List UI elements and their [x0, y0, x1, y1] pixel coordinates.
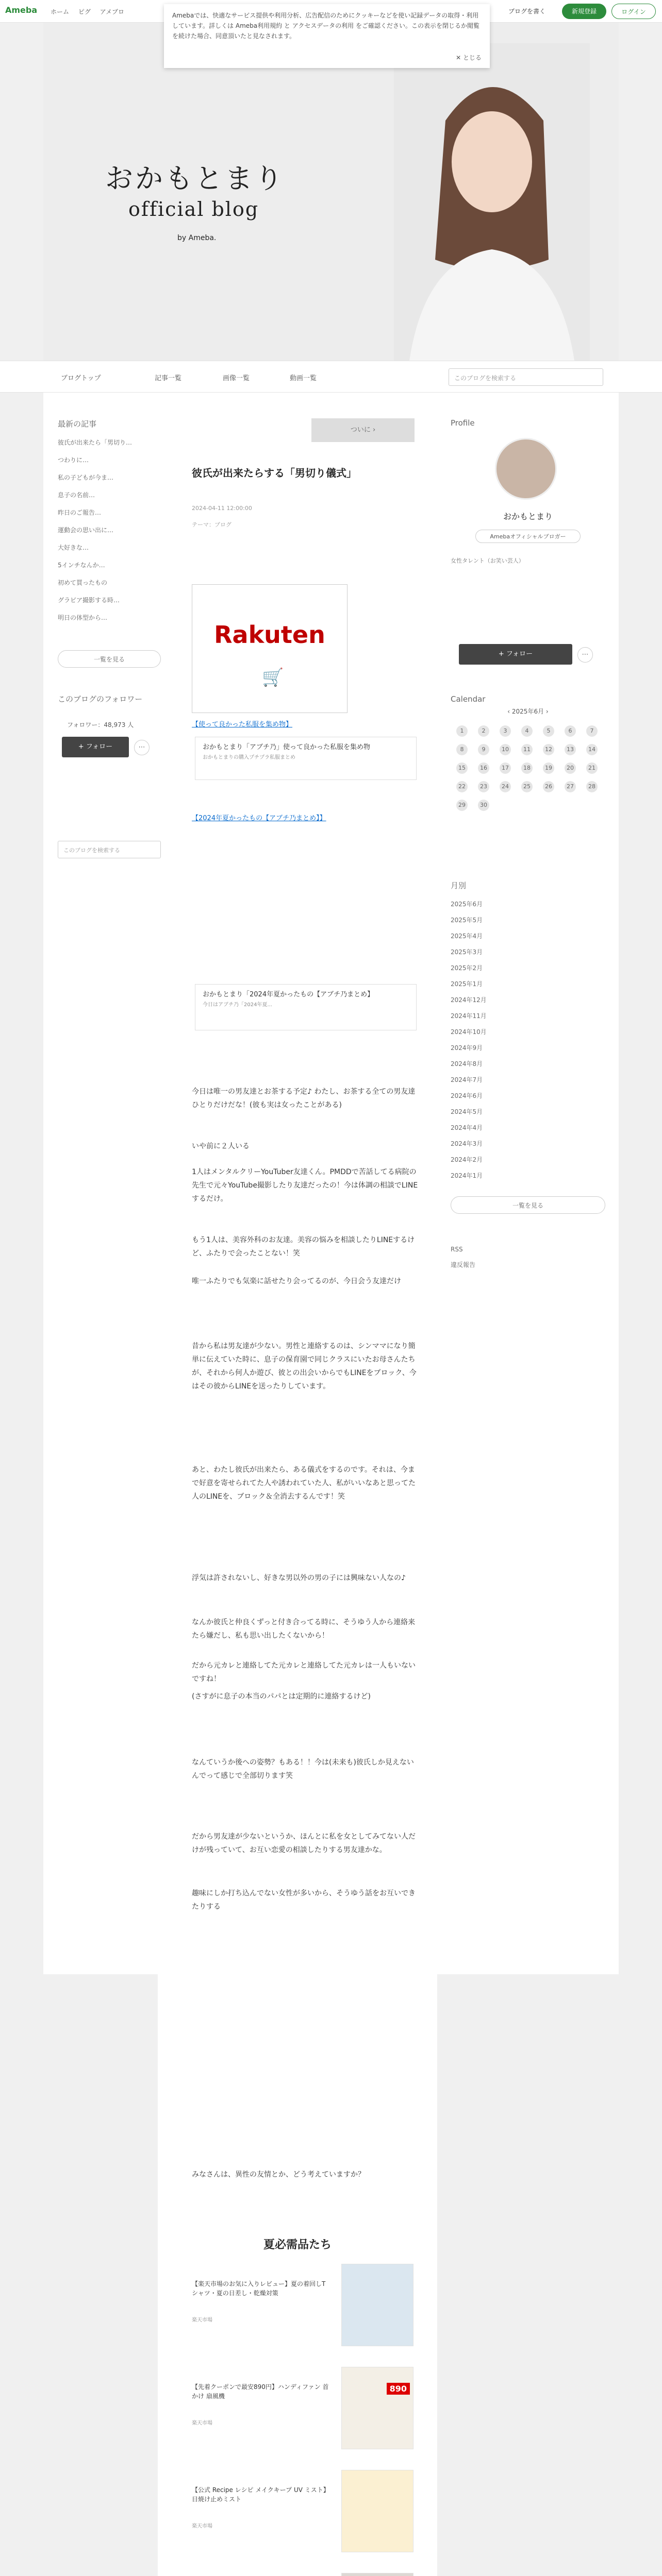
- nav-home[interactable]: ホーム: [51, 8, 70, 15]
- calendar-day[interactable]: 17: [500, 762, 511, 774]
- archive-item[interactable]: 2025年3月: [451, 948, 483, 956]
- calendar-day[interactable]: 8: [456, 744, 468, 755]
- archive-item[interactable]: 2025年6月: [451, 901, 483, 908]
- calendar-day[interactable]: 4: [521, 725, 533, 737]
- calendar-day[interactable]: 2: [478, 725, 489, 737]
- archive-item[interactable]: 2025年5月: [451, 917, 483, 924]
- rakuten-logo: Rakuten: [214, 621, 325, 649]
- para-6: 昔から私は男友達が少ない。男性と連絡するのは、シンママになり簡単に伝えていた時に、息子の保育園で同じクラスにいたお母さんたちが、それから何人か遊び、彼との出会いからでもLINEをブロック、今はその彼からLINEを送ったりしています。: [192, 1342, 417, 1391]
- recent-list: [58, 434, 161, 626]
- write-blog-button[interactable]: ブログを書く: [508, 8, 545, 15]
- recent-item[interactable]: 明日の体型から…: [58, 614, 108, 621]
- embed-card-2[interactable]: [195, 984, 417, 1030]
- product-item[interactable]: [192, 2367, 413, 2449]
- para-14: 趣味にしか打ち込んでない女性が多いから、そうゆう話をお互いできたりする: [192, 1889, 416, 1911]
- product-image[interactable]: [341, 2367, 413, 2449]
- para-2: いや前に２人いる: [192, 1142, 250, 1150]
- avatar[interactable]: [495, 438, 557, 500]
- link-used-clothes[interactable]: [192, 718, 292, 732]
- card1-title: おかもとまり「アブチ乃」使って良かった私服を集め物: [203, 743, 371, 751]
- blog-title[interactable]: おかもとまり: [105, 162, 285, 195]
- calendar-day[interactable]: 26: [543, 781, 554, 792]
- top-nav: [51, 7, 131, 16]
- consent-close-label: とじる: [462, 54, 482, 61]
- follow-button-right[interactable]: + フォロー: [459, 644, 572, 665]
- archive-heading: 月別: [451, 881, 467, 890]
- nav-pigg[interactable]: ピグ: [78, 8, 91, 15]
- archive-more-button[interactable]: 一覧を見る: [451, 1196, 605, 1214]
- embed-card-1[interactable]: [195, 737, 417, 780]
- archive-item[interactable]: 2024年4月: [451, 1124, 483, 1131]
- calendar-day[interactable]: 16: [478, 762, 489, 774]
- archive-item[interactable]: 2024年8月: [451, 1060, 483, 1067]
- calendar-day[interactable]: 30: [478, 800, 489, 811]
- para-10: だから元カレと連絡してた元カレと連絡してた元カレは一人もいないですね！: [192, 1662, 416, 1683]
- link-2024-summer[interactable]: [192, 812, 326, 825]
- profile-heading: Profile: [451, 418, 475, 428]
- calendar-day[interactable]: 3: [500, 725, 511, 737]
- calendar-day[interactable]: 25: [521, 781, 533, 792]
- recent-item[interactable]: グラビア撮影する時…: [58, 597, 120, 604]
- calendar-day[interactable]: 12: [543, 744, 554, 755]
- archive-item[interactable]: 2024年5月: [451, 1108, 483, 1115]
- calendar-day[interactable]: 28: [586, 781, 598, 792]
- recent-item[interactable]: 5インチなんか…: [58, 562, 105, 569]
- blog-subtitle: official blog: [128, 198, 259, 221]
- calendar-heading: Calendar: [451, 694, 486, 704]
- archive-item[interactable]: 2025年2月: [451, 964, 483, 972]
- product-image[interactable]: [341, 2264, 413, 2346]
- calendar-day[interactable]: 1: [456, 725, 468, 737]
- card2-sub: 今日はアブチ乃「2024年夏...: [203, 1002, 272, 1008]
- calendar-day[interactable]: 21: [586, 762, 598, 774]
- archive-item[interactable]: 2025年1月: [451, 980, 483, 988]
- recent-item[interactable]: 昨日のご報告…: [58, 509, 102, 516]
- nav-videos[interactable]: 動画一覧: [290, 375, 317, 382]
- calendar-day[interactable]: 5: [543, 725, 554, 737]
- calendar-day[interactable]: 29: [456, 800, 468, 811]
- rakuten-banner[interactable]: [192, 584, 347, 713]
- product-image[interactable]: [341, 2470, 413, 2552]
- para-3: 1人はメンタルクリーYouTuber友達くん。PMDDで苦話してる病院の先生で元々YouTube撮影したり友達だったの！今は体調の相談でLINEするだけ。: [192, 1168, 418, 1203]
- product-shop: 楽天市場: [192, 2420, 212, 2426]
- calendar-day[interactable]: 19: [543, 762, 554, 774]
- by-ameba: by Ameba.: [177, 234, 217, 242]
- nav-blog-top[interactable]: ブログトップ: [61, 375, 101, 382]
- prev-article-button[interactable]: ついに ›: [311, 418, 415, 442]
- calendar-grid: [451, 721, 603, 815]
- blog-header: [43, 23, 619, 361]
- calendar-day[interactable]: 23: [478, 781, 489, 792]
- calendar-day[interactable]: 10: [500, 744, 511, 755]
- para-9: なんか彼氏と仲良くずっと付き合ってる時に、そうゆう人から連絡来たら嫌だし、私も思い出したくないから！: [192, 1618, 416, 1640]
- para-12: なんていうか後への姿勢？もある！！今は(未来も)彼氏しか見えないんでって感じで全部切ります笑: [192, 1758, 414, 1780]
- calendar-day[interactable]: 6: [565, 725, 576, 737]
- archive-item[interactable]: 2024年9月: [451, 1044, 483, 1052]
- para-15: みなさんは、異性の友情とか、どう考えていますか？: [192, 2171, 365, 2179]
- recent-item[interactable]: 初めて買ったもの: [58, 579, 108, 586]
- calendar-month: ‹ 2025年6月 ›: [507, 708, 549, 715]
- header-portrait: [394, 43, 590, 361]
- archive-item[interactable]: 2024年10月: [451, 1028, 487, 1036]
- recent-heading: 最新の記事: [58, 419, 97, 429]
- archive-item[interactable]: 2024年1月: [451, 1172, 483, 1179]
- recent-item[interactable]: 運動会の思い出に…: [58, 527, 114, 534]
- archive-item[interactable]: 2024年12月: [451, 996, 487, 1004]
- product-shop: 楽天市場: [192, 2523, 212, 2529]
- consent-close-button[interactable]: ✕ とじる: [456, 54, 482, 61]
- calendar-day[interactable]: 20: [565, 762, 576, 774]
- calendar-day[interactable]: 18: [521, 762, 533, 774]
- product-title[interactable]: 【先着クーポンで最安890円】ハンディファン 首かけ 扇風機: [192, 2383, 329, 2400]
- calendar-day[interactable]: 9: [478, 744, 489, 755]
- profile-name[interactable]: おかもとまり: [503, 512, 553, 521]
- archive-item[interactable]: 2024年2月: [451, 1156, 483, 1163]
- nav-articles[interactable]: 記事一覧: [155, 375, 182, 382]
- rss-link[interactable]: RSS: [451, 1246, 463, 1253]
- recent-item[interactable]: 彼氏が出来たら「男切り…: [58, 439, 133, 446]
- ameba-logo[interactable]: Ameba: [5, 5, 38, 15]
- follow-menu-icon[interactable]: ⋯: [134, 740, 150, 755]
- product-item[interactable]: [192, 2573, 413, 2576]
- recent-item[interactable]: つわりに…: [58, 456, 89, 464]
- cookie-consent: [164, 4, 490, 68]
- follower-count: フォロワー：48,973 人: [67, 721, 134, 728]
- article-date: 2024-04-11 12:00:00: [192, 505, 252, 512]
- article-theme[interactable]: テーマ：ブログ: [192, 521, 231, 528]
- archive-item[interactable]: 2024年6月: [451, 1092, 483, 1099]
- sidebar-search-input[interactable]: このブログを検索する: [58, 841, 161, 858]
- follow-button-left[interactable]: + フォロー: [62, 737, 129, 757]
- product-item[interactable]: [192, 2470, 413, 2552]
- recent-more-button[interactable]: 一覧を見る: [58, 650, 161, 668]
- para-11: (さすがに息子の本当のパパとは定期的に連絡するけど): [192, 1692, 371, 1701]
- para-4: もう1人は、美容外科のお友達。美容の悩みを相談したりLINEするけど、ふたりで会ったことない！笑: [192, 1236, 415, 1258]
- product-shop: 楽天市場: [192, 2317, 212, 2323]
- card1-sub: おかもとまりの購入プチプラ私服まとめ: [203, 755, 295, 760]
- calendar-day[interactable]: 27: [565, 781, 576, 792]
- month-label: 2025年6月: [511, 708, 544, 715]
- product-title[interactable]: 【楽天市場のお気に入りレビュー】夏の着回しTシャツ・夏の日差し・乾燥対策: [192, 2280, 326, 2297]
- nav-images[interactable]: 画像一覧: [223, 375, 250, 382]
- calendar-day[interactable]: 22: [456, 781, 468, 792]
- para-7: あと、わたし彼氏が出来たら、ある儀式をするのです。それは、今まで好意を寄せられてた人や誘われていた人、私がいいなあと思ってた人のLINEを、ブロック＆全消去するんです！笑: [192, 1466, 416, 1501]
- global-nav: [0, 361, 662, 393]
- archive-item[interactable]: 2024年7月: [451, 1076, 483, 1083]
- blog-search-input[interactable]: このブログを検索する: [449, 368, 603, 386]
- archive-item[interactable]: 2025年4月: [451, 933, 483, 940]
- archive-item[interactable]: 2024年11月: [451, 1012, 487, 1020]
- followers-heading: このブログのフォロワー: [58, 694, 143, 704]
- product-image[interactable]: [341, 2573, 413, 2576]
- archive-list: [451, 896, 585, 1184]
- para-8: 浮気は許されないし、好きな男以外の男の子には興味ない人なの♪: [192, 1574, 406, 1582]
- para-5: 唯一ふたりでも気楽に話せたり会ってるのが、今日会う友達だけ: [192, 1277, 401, 1285]
- calendar-day[interactable]: 11: [521, 744, 533, 755]
- register-button[interactable]: 新規登録: [562, 4, 606, 19]
- calendar-day[interactable]: 13: [565, 744, 576, 755]
- profile-bio: 女性タレント（お笑い芸人）: [451, 557, 524, 564]
- follow-menu-icon[interactable]: ⋯: [577, 647, 593, 663]
- product-title[interactable]: 【公式 Recipe レシピ メイクキープ UV ミスト】日焼け止めミスト: [192, 2486, 329, 2503]
- calendar-day[interactable]: 7: [586, 725, 598, 737]
- cart-icon: 🛒: [262, 667, 284, 688]
- archive-item[interactable]: 2024年3月: [451, 1140, 483, 1147]
- link1-text[interactable]: 【使って良かった私服を集め物】: [192, 721, 293, 728]
- nav-ameblo[interactable]: アメブロ: [100, 8, 124, 15]
- para-1: 今日は唯一の男友達とお茶する予定♪ わたし、お茶する全ての男友達ひとりだけだな！(彼も実は女ったことがある): [192, 1088, 416, 1109]
- report-link[interactable]: 違反報告: [451, 1261, 476, 1268]
- para-13: だから男友達が少ないというか、ほんとに私を女としてみてない人だけが残っていて、お互い恋愛の相談したりする男友達かな。: [192, 1833, 416, 1854]
- product-item[interactable]: [192, 2264, 413, 2346]
- consent-text: Amebaでは、快適なサービス提供や利用分析、広告配信のためにクッキーなどを使い記録データの取得・利用しています。詳しくは Ameba利用規約 と アクセスデータの利用 をご確認ください。この表示を閉じるか閲覧を続けた場合、同意頂いたと見なされます。: [172, 12, 479, 40]
- recent-item[interactable]: 私の子どもが今ま…: [58, 474, 114, 481]
- login-button[interactable]: ログイン: [611, 4, 656, 19]
- price-badge: 890: [387, 2383, 410, 2395]
- products-heading: 夏必需品たち: [263, 2239, 332, 2251]
- calendar-day[interactable]: 15: [456, 762, 468, 774]
- calendar-day[interactable]: 14: [586, 744, 598, 755]
- article-title[interactable]: 彼氏が出来たらする「男切り儀式」: [192, 467, 357, 479]
- recent-item[interactable]: 大好きな…: [58, 544, 89, 551]
- link2-text[interactable]: 【2024年夏かったもの【アブチ乃まとめ】】: [192, 815, 326, 822]
- recent-item[interactable]: 息子の名前…: [58, 492, 95, 499]
- calendar-day[interactable]: 24: [500, 781, 511, 792]
- card2-title: おかもとまり「2024年夏かったもの【アブチ乃まとめ】: [203, 991, 374, 998]
- official-badge: Amebaオフィシャルブロガー: [475, 530, 581, 543]
- prev-label: ついに: [350, 426, 371, 434]
